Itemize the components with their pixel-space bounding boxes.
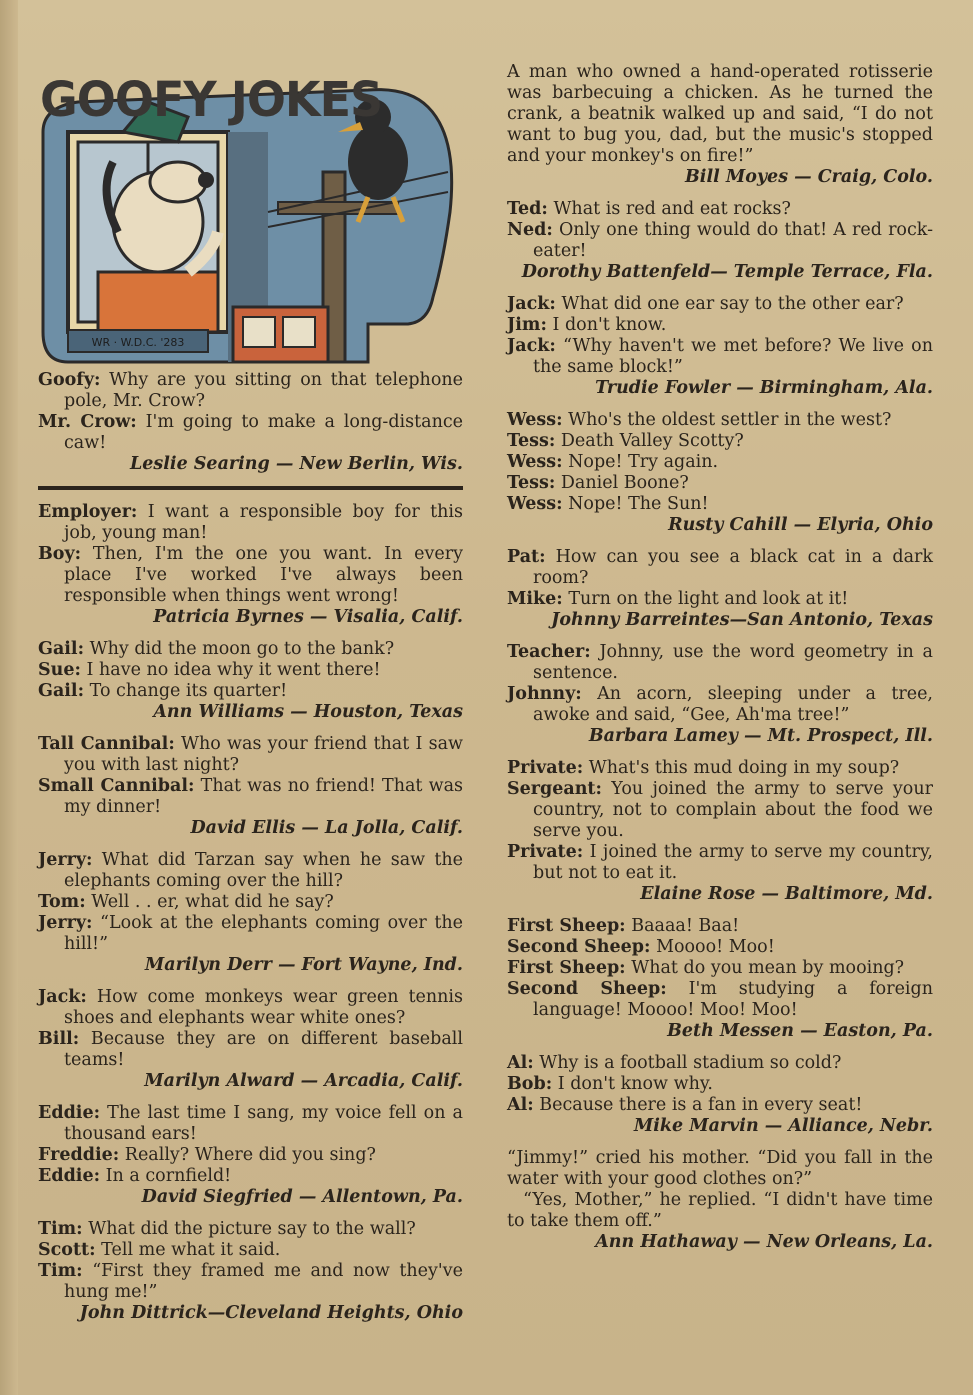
joke-line bbox=[38, 1219, 463, 1240]
joke-line bbox=[38, 987, 463, 1029]
joke-line bbox=[507, 410, 933, 431]
speaker: Bob: bbox=[507, 1074, 553, 1094]
joke-credit: Rusty Cahill — Elyria, Ohio bbox=[668, 515, 933, 535]
dialogue: Nope! The Sun! bbox=[568, 494, 709, 514]
speaker: Tim: bbox=[38, 1261, 83, 1281]
joke-credit: Dorothy Battenfeld— Temple Terrace, Fla. bbox=[521, 262, 933, 282]
dialogue: Then, I'm the one you want. In every place I've worked I've always been responsible when things went wrong! bbox=[64, 544, 463, 606]
goofy-jokes-illustration bbox=[38, 62, 463, 367]
joke-line bbox=[507, 979, 933, 1021]
rotisserie-joke bbox=[507, 62, 933, 188]
dialogue: What did Tarzan say when he saw the elephants coming over the hill? bbox=[64, 850, 463, 891]
right-joke-list bbox=[507, 199, 933, 1137]
speaker: Second Sheep: bbox=[507, 937, 651, 957]
dialogue: Why are you sitting on that telephone pole, Mr. Crow? bbox=[64, 370, 463, 411]
dialogue: In a cornfield! bbox=[105, 1166, 232, 1186]
dialogue: I don't know. bbox=[552, 315, 667, 335]
joke-line bbox=[38, 1166, 463, 1187]
joke bbox=[38, 639, 463, 723]
joke-line bbox=[38, 370, 463, 412]
dialogue: Because they are on different baseball teams! bbox=[64, 1029, 463, 1070]
joke-line bbox=[507, 916, 933, 937]
dialogue: Because there is a fan in every seat! bbox=[539, 1095, 863, 1115]
joke-line bbox=[507, 758, 933, 779]
dialogue: Only one thing would do that! A red rock-eater! bbox=[533, 220, 933, 261]
speaker: Boy: bbox=[38, 544, 82, 564]
speaker: Employer: bbox=[38, 502, 138, 522]
dialogue: Death Valley Scotty? bbox=[560, 431, 744, 451]
joke-line bbox=[38, 776, 463, 818]
joke bbox=[507, 758, 933, 905]
speaker: Bill: bbox=[38, 1029, 80, 1049]
joke-line bbox=[507, 547, 933, 589]
joke-credit: Johnny Barreintes—San Antonio, Texas bbox=[551, 610, 933, 630]
joke-line bbox=[38, 892, 463, 913]
joke bbox=[507, 547, 933, 631]
joke-line bbox=[38, 1261, 463, 1303]
speaker: Wess: bbox=[507, 494, 563, 514]
speaker: Pat: bbox=[507, 547, 546, 567]
dialogue: Moooo! Moo! bbox=[656, 937, 775, 957]
joke-line bbox=[507, 779, 933, 842]
speaker: Tall Cannibal: bbox=[38, 734, 175, 754]
joke-credit: Patricia Byrnes — Visalia, Calif. bbox=[153, 607, 463, 627]
dialogue: Well . . er, what did he say? bbox=[91, 892, 334, 912]
dialogue: Turn on the light and look at it! bbox=[568, 589, 849, 609]
page-title: GOOFY JOKES bbox=[40, 70, 383, 128]
speaker: Wess: bbox=[507, 452, 563, 472]
speaker: Eddie: bbox=[38, 1103, 101, 1123]
joke-line bbox=[507, 642, 933, 684]
speaker: Ned: bbox=[507, 220, 553, 240]
dialogue: What is red and eat rocks? bbox=[553, 199, 791, 219]
joke-line bbox=[507, 842, 933, 884]
speaker: Jim: bbox=[507, 315, 547, 335]
joke-credit: David Siegfried — Allentown, Pa. bbox=[141, 1187, 463, 1207]
speaker: Al: bbox=[507, 1053, 534, 1073]
dialogue: I joined the army to serve my country, but not to eat it. bbox=[533, 842, 933, 883]
joke-line bbox=[507, 431, 933, 452]
joke-line bbox=[507, 494, 933, 515]
left-joke-list bbox=[38, 502, 463, 1324]
joke-line bbox=[507, 937, 933, 958]
joke bbox=[38, 850, 463, 976]
joke-prose: “Jimmy!” cried his mother. “Did you fall in the water with your good clothes on?” bbox=[507, 1148, 933, 1189]
dialogue: What did one ear say to the other ear? bbox=[561, 294, 904, 314]
dialogue: Tell me what it said. bbox=[101, 1240, 281, 1260]
dialogue: How can you see a black cat in a dark room? bbox=[533, 547, 933, 588]
joke-line bbox=[507, 315, 933, 336]
speaker: Sue: bbox=[38, 660, 81, 680]
joke-credit: Ann Williams — Houston, Texas bbox=[153, 702, 463, 722]
joke-credit: David Ellis — La Jolla, Calif. bbox=[190, 818, 463, 838]
speaker: Wess: bbox=[507, 410, 563, 430]
joke-credit: Leslie Searing — New Berlin, Wis. bbox=[129, 454, 463, 474]
artist-signature: WR · W.D.C. '283 bbox=[91, 336, 185, 349]
joke-line bbox=[38, 1103, 463, 1145]
joke bbox=[507, 916, 933, 1042]
speaker: Jerry: bbox=[38, 913, 93, 933]
speaker: Scott: bbox=[38, 1240, 96, 1260]
dialogue: “First they framed me and now they've hung me!” bbox=[64, 1261, 463, 1302]
joke bbox=[507, 642, 933, 747]
speaker: Tim: bbox=[38, 1219, 83, 1239]
speaker: Jack: bbox=[38, 987, 87, 1007]
page-gutter-shadow bbox=[0, 0, 18, 1395]
joke-prose: “Yes, Mother,” he replied. “I didn't have time to take them off.” bbox=[507, 1190, 933, 1231]
speaker: Freddie: bbox=[38, 1145, 120, 1165]
speaker: Mr. Crow: bbox=[38, 412, 137, 432]
joke-line bbox=[507, 294, 933, 315]
left-column bbox=[38, 370, 463, 1335]
right-column bbox=[507, 62, 933, 1264]
joke-line bbox=[507, 220, 933, 262]
joke bbox=[507, 410, 933, 536]
joke-credit: Barbara Lamey — Mt. Prospect, Ill. bbox=[588, 726, 933, 746]
joke-credit: Beth Messen — Easton, Pa. bbox=[667, 1021, 933, 1041]
joke-line bbox=[38, 502, 463, 544]
dialogue: “Why haven't we met before? We live on the same block!” bbox=[533, 336, 933, 377]
dialogue: Really? Where did you sing? bbox=[124, 1145, 376, 1165]
joke-credit: Elaine Rose — Baltimore, Md. bbox=[640, 884, 933, 904]
speaker: Goofy: bbox=[38, 370, 101, 390]
joke-line bbox=[38, 1145, 463, 1166]
joke-line bbox=[507, 1095, 933, 1116]
speaker: Tom: bbox=[38, 892, 86, 912]
joke-credit: Ann Hathaway — New Orleans, La. bbox=[595, 1232, 933, 1252]
speaker: Tess: bbox=[507, 473, 556, 493]
joke bbox=[38, 1219, 463, 1324]
dialogue: What's this mud doing in my soup? bbox=[588, 758, 900, 778]
joke-line bbox=[507, 684, 933, 726]
joke bbox=[38, 987, 463, 1092]
dialogue: What did the picture say to the wall? bbox=[88, 1219, 416, 1239]
dialogue: Daniel Boone? bbox=[560, 473, 689, 493]
dialogue: I don't know why. bbox=[557, 1074, 713, 1094]
joke-line bbox=[507, 452, 933, 473]
speaker: Private: bbox=[507, 758, 584, 778]
joke-credit: Bill Moyes — Craig, Colo. bbox=[685, 167, 933, 187]
dialogue: Baaaa! Baa! bbox=[631, 916, 740, 936]
joke-line bbox=[38, 1029, 463, 1071]
joke bbox=[507, 199, 933, 283]
joke bbox=[38, 502, 463, 628]
dialogue: That was no friend! That was my dinner! bbox=[64, 776, 463, 817]
joke-line bbox=[507, 1053, 933, 1074]
dialogue: “Look at the elephants coming over the hill!” bbox=[64, 913, 463, 954]
speaker: Second Sheep: bbox=[507, 979, 667, 999]
dialogue: I have no idea why it went there! bbox=[86, 660, 381, 680]
joke-line bbox=[507, 199, 933, 220]
speaker: Mike: bbox=[507, 589, 563, 609]
joke-line bbox=[507, 958, 933, 979]
speaker: Private: bbox=[507, 842, 584, 862]
joke-line bbox=[38, 734, 463, 776]
joke-line bbox=[38, 913, 463, 955]
speaker: Sergeant: bbox=[507, 779, 602, 799]
joke-line bbox=[507, 589, 933, 610]
speaker: First Sheep: bbox=[507, 916, 626, 936]
joke-line bbox=[507, 336, 933, 378]
speaker: Ted: bbox=[507, 199, 548, 219]
joke-credit: John Dittrick—Cleveland Heights, Ohio bbox=[79, 1303, 463, 1323]
joke-line bbox=[38, 544, 463, 607]
speaker: Small Cannibal: bbox=[38, 776, 195, 796]
joke bbox=[38, 1103, 463, 1208]
speaker: Jack: bbox=[507, 336, 556, 356]
joke bbox=[507, 294, 933, 399]
dialogue: An acorn, sleeping under a tree, awoke and said, “Gee, Ah'ma tree!” bbox=[533, 684, 933, 725]
speaker: Teacher: bbox=[507, 642, 591, 662]
speaker: First Sheep: bbox=[507, 958, 626, 978]
joke-line bbox=[38, 660, 463, 681]
speaker: Jack: bbox=[507, 294, 556, 314]
dialogue: The last time I sang, my voice fell on a thousand ears! bbox=[64, 1103, 463, 1144]
dialogue: What do you mean by mooing? bbox=[631, 958, 905, 978]
joke-line bbox=[38, 850, 463, 892]
dialogue: Why is a football stadium so cold? bbox=[539, 1053, 842, 1073]
joke-line bbox=[38, 1240, 463, 1261]
joke-credit: Marilyn Alward — Arcadia, Calif. bbox=[144, 1071, 463, 1091]
joke-line bbox=[38, 681, 463, 702]
dialogue: You joined the army to serve your country, not to complain about the food we serve you. bbox=[533, 779, 933, 841]
dialogue: How come monkeys wear green tennis shoes and elephants wear white ones? bbox=[64, 987, 463, 1028]
dialogue: To change its quarter! bbox=[89, 681, 288, 701]
speaker: Al: bbox=[507, 1095, 534, 1115]
speaker: Johnny: bbox=[507, 684, 582, 704]
dialogue: Johnny, use the word geometry in a sentence. bbox=[533, 642, 933, 683]
joke bbox=[38, 734, 463, 839]
dialogue: I'm going to make a long-distance caw! bbox=[64, 412, 464, 453]
dialogue: Nope! Try again. bbox=[568, 452, 719, 472]
joke-line bbox=[38, 412, 463, 454]
dialogue: Why did the moon go to the bank? bbox=[89, 639, 395, 659]
speaker: Eddie: bbox=[38, 1166, 101, 1186]
joke-credit: Mike Marvin — Alliance, Nebr. bbox=[633, 1116, 933, 1136]
joke-prose: A man who owned a hand-operated rotisserie was barbecuing a chicken. As he turned the crank, a beatnik walked up and said, “I do not want to bug you, dad, but the music's stopped and your monkey's on fire!” bbox=[507, 62, 933, 166]
joke-line bbox=[507, 473, 933, 494]
joke-credit: Trudie Fowler — Birmingham, Ala. bbox=[595, 378, 933, 398]
joke-credit: Marilyn Derr — Fort Wayne, Ind. bbox=[144, 955, 463, 975]
joke-line bbox=[38, 639, 463, 660]
dialogue: I'm studying a foreign language! Moooo! Moo! Moo! bbox=[533, 979, 933, 1020]
joke bbox=[507, 1053, 933, 1137]
joke-line bbox=[507, 1074, 933, 1095]
dialogue: Who was your friend that I saw you with last night? bbox=[64, 734, 463, 775]
speaker: Gail: bbox=[38, 639, 85, 659]
speaker: Tess: bbox=[507, 431, 556, 451]
intro-joke bbox=[38, 370, 463, 475]
dialogue: Who's the oldest settler in the west? bbox=[568, 410, 892, 430]
speaker: Jerry: bbox=[38, 850, 93, 870]
section-divider bbox=[38, 486, 463, 490]
dialogue: I want a responsible boy for this job, young man! bbox=[64, 502, 463, 543]
jimmy-joke bbox=[507, 1148, 933, 1253]
speaker: Gail: bbox=[38, 681, 85, 701]
